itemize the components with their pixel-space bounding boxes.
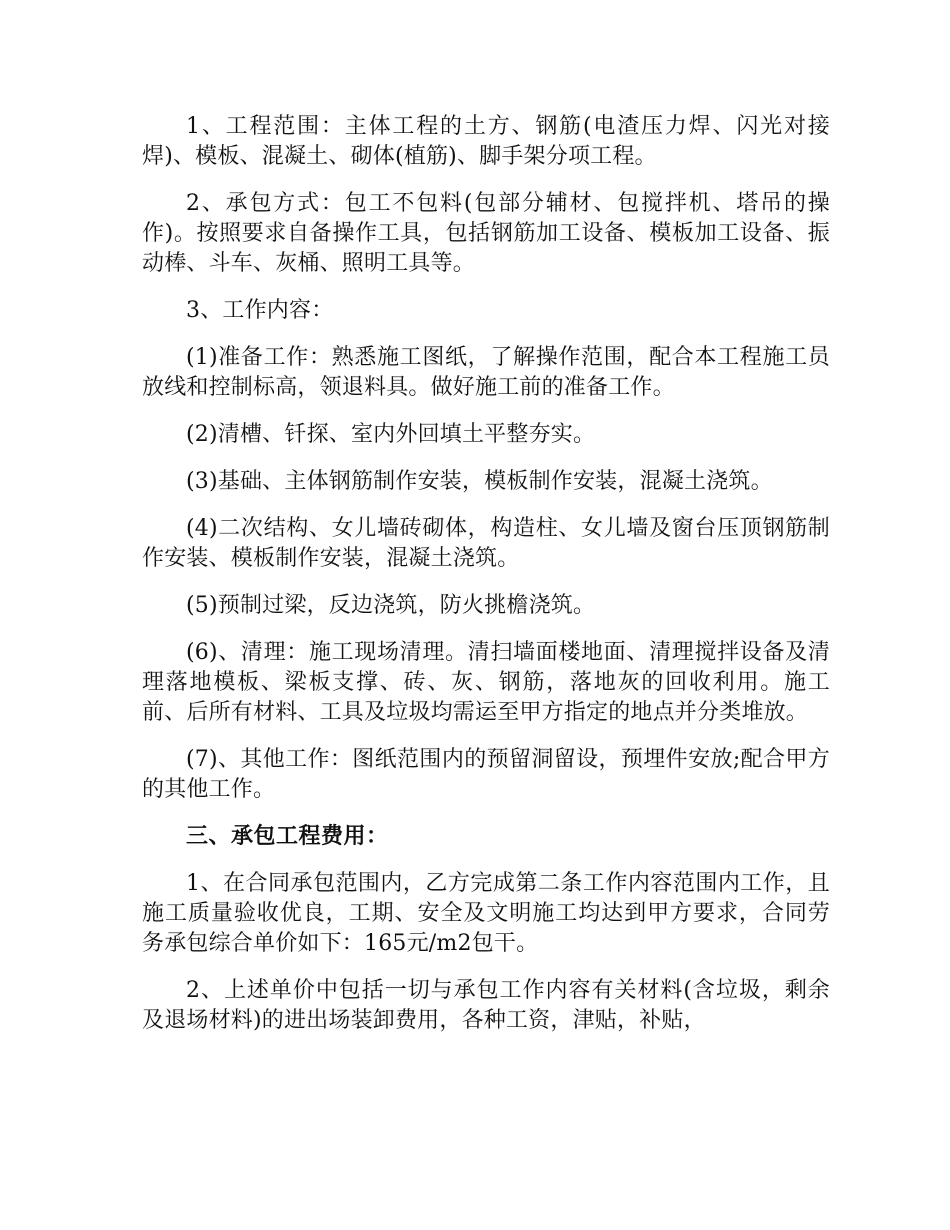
paragraph-cleanup: (6)、清理：施工现场清理。清扫墙面楼地面、清理搅拌设备及清理落地模板、梁板支撑、砖、灰、钢筋，落地灰的回收利用。施工前、后所有材料、工具及垃圾均需运至甲方指定的地点并分类堆放。 bbox=[142, 640, 830, 725]
paragraph-unit-price: 1、在合同承包范围内，乙方完成第二条工作内容范围内工作，且施工质量验收优良，工期、安全及文明施工均达到甲方要求，合同劳务承包综合单价如下：165元/m2包干。 bbox=[142, 871, 830, 956]
document-body bbox=[142, 112, 830, 1053]
paragraph-preparation-work: (1)准备工作：熟悉施工图纸，了解操作范围，配合本工程施工员放线和控制标高，领退料具。做好施工前的准备工作。 bbox=[142, 345, 830, 400]
section-heading-contract-cost: 三、承包工程费用： bbox=[186, 824, 389, 849]
paragraph-scope: 1、工程范围：主体工程的土方、钢筋(电渣压力焊、闪光对接焊)、模板、混凝土、砌体(植筋)、脚手架分项工程。 bbox=[142, 114, 830, 169]
paragraph-other-work: (7)、其他工作：图纸范围内的预留洞留设，预埋件安放;配合甲方的其他工作。 bbox=[142, 747, 830, 802]
paragraph-precast-lintels: (5)预制过梁，反边浇筑，防火挑檐浇筑。 bbox=[186, 593, 596, 618]
paragraph-trench-cleaning: (2)清槽、钎探、室内外回填土平整夯实。 bbox=[186, 422, 596, 447]
paragraph-contract-method: 2、承包方式：包工不包料(包部分辅材、包搅拌机、塔吊的操作)。按照要求自备操作工具，包括钢筋加工设备、模板加工设备、振动棒、斗车、灰桶、照明工具等。 bbox=[142, 191, 830, 276]
paragraph-secondary-structure: (4)二次结构、女儿墙砖砌体，构造柱、女儿墙及窗台压顶钢筋制作安装、模板制作安装，混凝土浇筑。 bbox=[142, 516, 830, 571]
paragraph-foundation-structure: (3)基础、主体钢筋制作安装，模板制作安装，混凝土浇筑。 bbox=[186, 469, 773, 494]
paragraph-price-inclusions: 2、上述单价中包括一切与承包工作内容有关材料(含垃圾，剩余及退场材料)的进出场装卸费用，各种工资，津贴，补贴， bbox=[142, 978, 830, 1033]
paragraph-work-content-title: 3、工作内容： bbox=[186, 298, 334, 323]
